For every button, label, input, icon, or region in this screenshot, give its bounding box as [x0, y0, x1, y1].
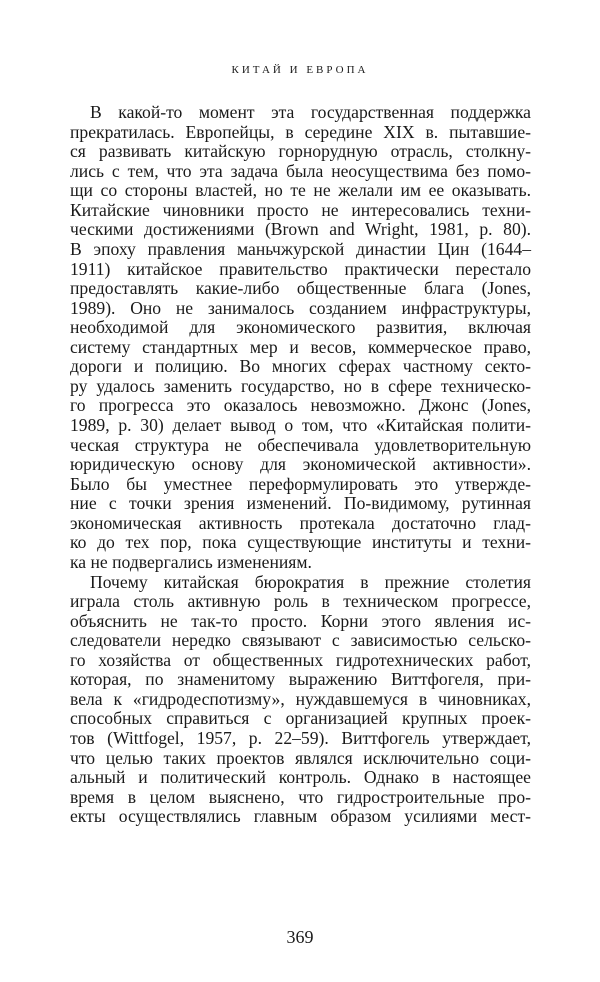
text-line: экономическая активность протекала достаточно глад- [70, 512, 531, 533]
text-line: ка не подвергались изменениям. [70, 551, 312, 572]
text-line: предоставлять какие-либо общественные блага (Jones, [70, 278, 531, 299]
text-line: го прогресса это оказалось невозможно. Джонс (Jones, [70, 395, 531, 416]
paragraph [70, 103, 531, 573]
text-line: 1989). Оно не занималось созданием инфраструктуры, [70, 297, 531, 318]
text-line: го хозяйства от общественных гидротехнических работ, [70, 649, 531, 670]
text-line: Было бы уместнее переформулировать это утвержде- [70, 473, 531, 494]
text-line: альный и политический контроль. Однако в настоящее [70, 767, 531, 788]
paragraph [70, 573, 531, 827]
text-line: Китайские чиновники просто не интересовались техни- [70, 199, 531, 220]
text-line: лись с тем, что эта задача была неосуществима без помо- [70, 160, 531, 181]
text-line: ческая структура не обеспечивала удовлетворительную [70, 434, 531, 455]
page-number: 369 [286, 927, 314, 947]
text-line: щи со стороны властей, но те не желали им ее оказывать. [70, 180, 531, 201]
text-line: способных справиться с организацией крупных проек- [70, 708, 531, 729]
text-line: екты осуществлялись главным образом усилиями мест- [70, 806, 531, 827]
text-line: прекратилась. Европейцы, в середине XIX в. пытавшие- [70, 121, 531, 142]
text-line: тов (Wittfogel, 1957, p. 22–59). Виттфогель утверждает, [70, 728, 531, 748]
text-line: время в целом выяснено, что гидростроительные про- [70, 786, 531, 807]
text-line: 1911) китайское правительство практически перестало [70, 258, 531, 279]
text-line: которая, по знаменитому выражению Виттфогеля, при- [70, 669, 531, 690]
text-line: В эпоху правления маньчжурской династии Цин (1644– [70, 238, 531, 259]
text-line: ру удалось заменить государство, но в сфере техническо- [70, 375, 531, 396]
text-line: ние с точки зрения изменений. По-видимому, рутинная [70, 493, 531, 514]
text-line: дороги и полицию. Во многих сферах частному секто- [70, 356, 531, 377]
text-line: необходимой для экономического развития, включая [70, 317, 531, 338]
text-line: ческими достижениями (Brown and Wright, 1981, p. 80). [70, 219, 531, 240]
body-text [70, 103, 531, 827]
running-header: КИТАЙ И ЕВРОПА [231, 64, 369, 76]
text-line: ся развивать китайскую горнорудную отрасль, столкну- [70, 141, 531, 162]
text-line: систему стандартных мер и весов, коммерческое право, [70, 336, 531, 357]
text-line: В какой-то момент эта государственная поддержка [90, 102, 531, 122]
text-line: ко до тех пор, пока существующие институты и техни- [70, 532, 531, 553]
text-line: юридическую основу для экономической активности». [70, 454, 531, 475]
text-line: играла столь активную роль в техническом прогрессе, [70, 591, 531, 612]
text-line: следователи нередко связывают с зависимостью сельско- [70, 630, 531, 651]
text-line: Почему китайская бюрократия в прежние столетия [90, 571, 531, 592]
text-line: что целью таких проектов являлся исключительно соци- [70, 747, 531, 768]
text-line: вела к «гидродеспотизму», нуждавшемуся в чиновниках, [70, 688, 531, 709]
text-line: 1989, p. 30) делает вывод о том, что «Китайская полити- [70, 415, 531, 435]
text-line: объяснить не так-то просто. Корни этого явления ис- [70, 610, 531, 631]
